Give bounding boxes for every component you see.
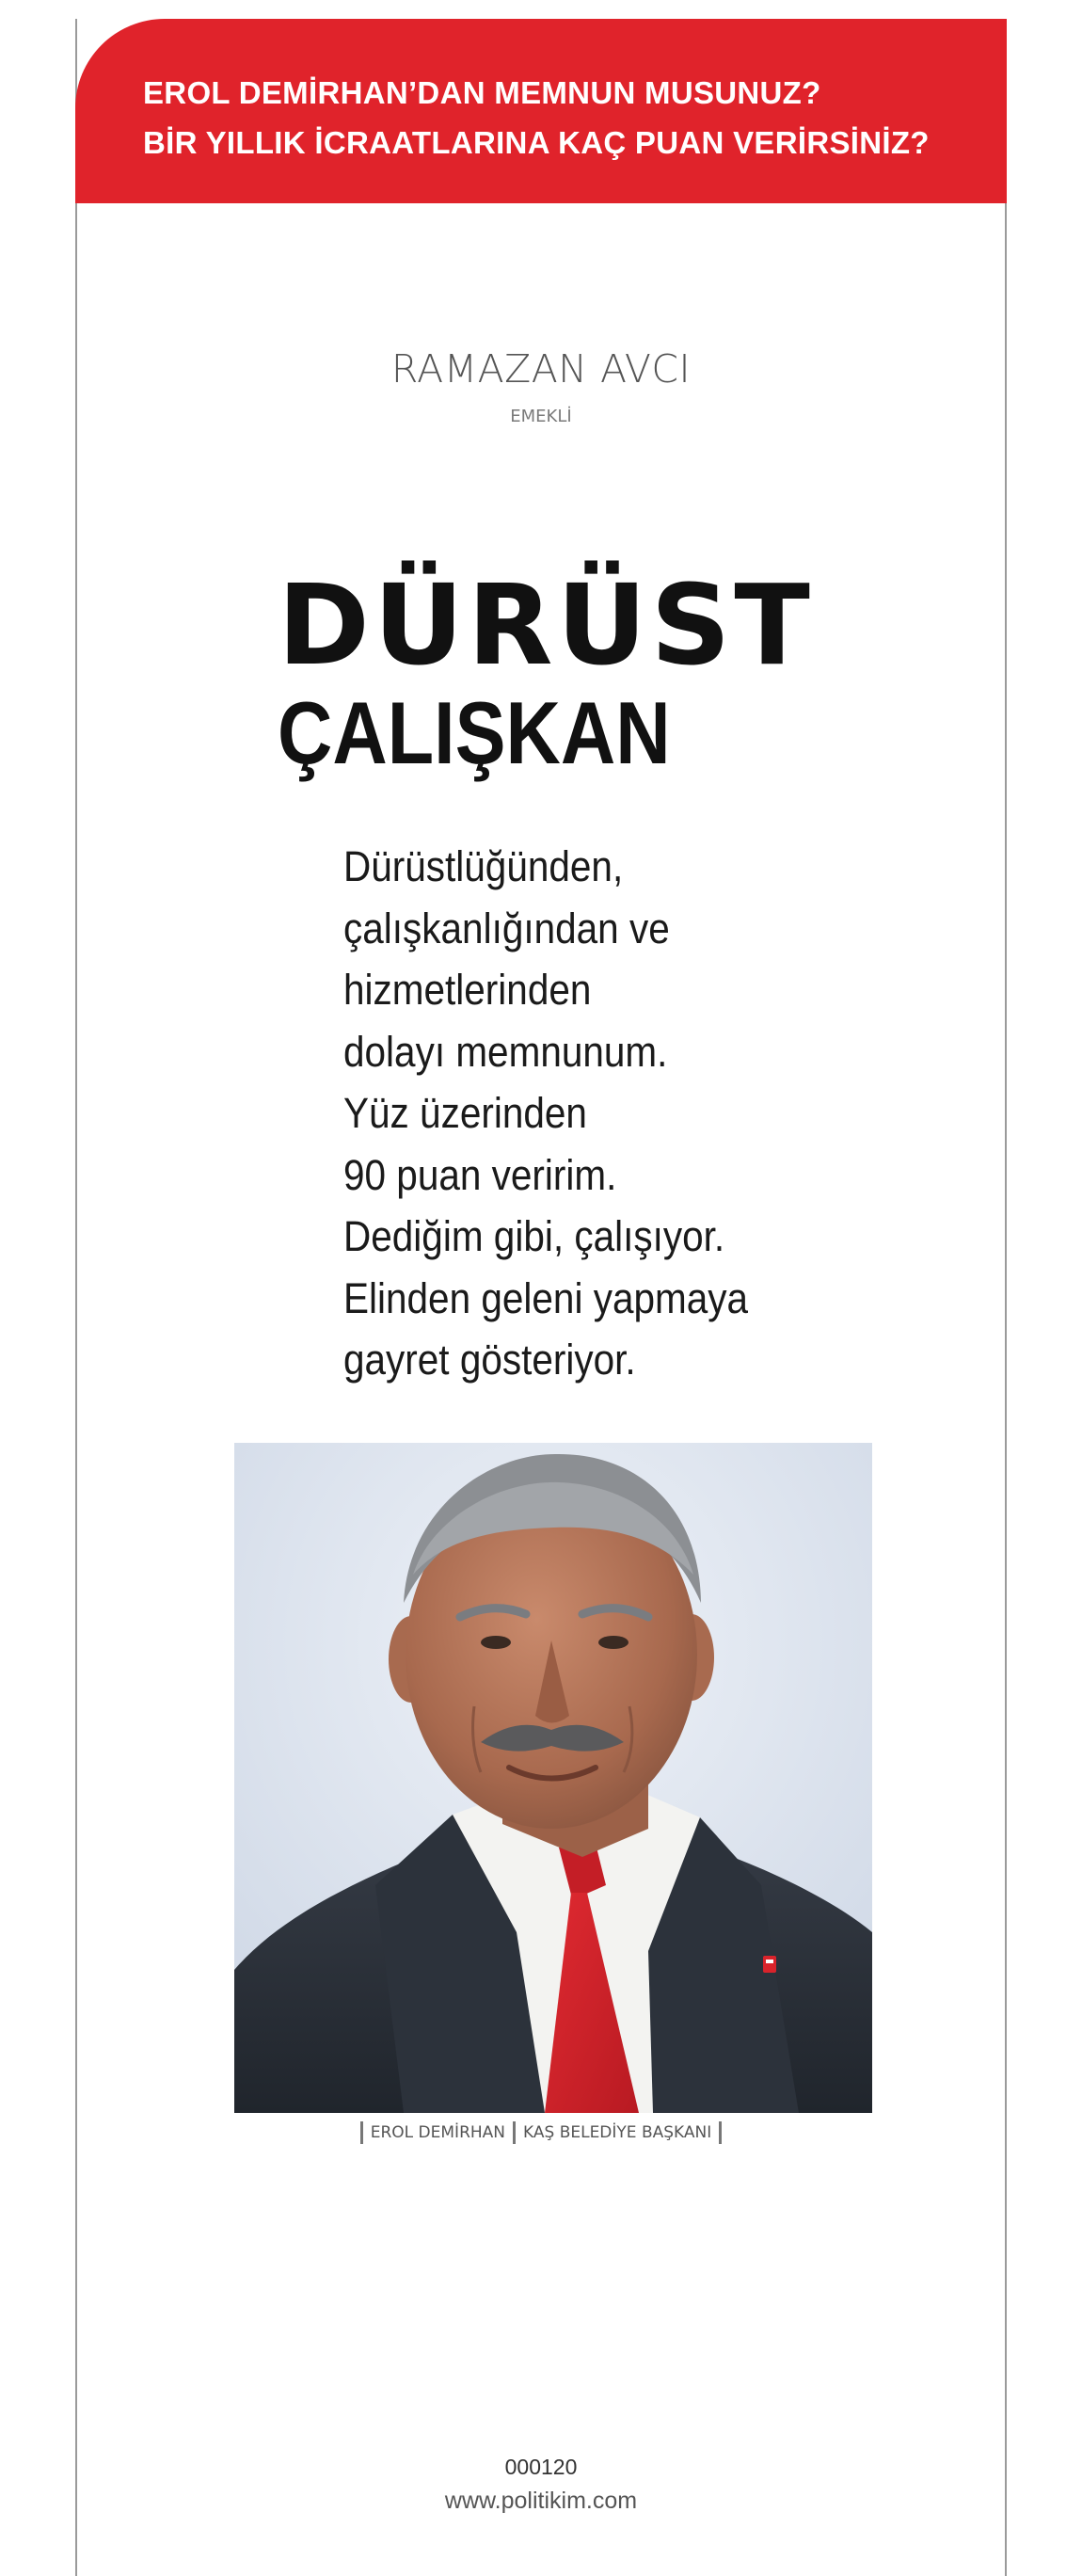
caption-name: EROL DEMİRHAN [370, 2123, 506, 2142]
quote-line: çalışkanlığından ve [343, 904, 670, 952]
quote-line: Dediğim gibi, çalışıyor. [343, 1212, 725, 1260]
quote-line: hizmetlerinden [343, 966, 592, 1014]
footer-url: www.politikim.com [444, 2488, 638, 2514]
mayor-portrait-icon [234, 1443, 872, 2113]
caption-divider [513, 2121, 516, 2144]
quote-line: dolayı memnunum. [343, 1027, 668, 1076]
respondent-name: RAMAZAN AVCI [390, 346, 692, 392]
footer-code: 000120 [504, 2455, 578, 2479]
quote-text [343, 836, 793, 1391]
quote-line: gayret gösteriyor. [343, 1336, 636, 1384]
respondent-occupation: EMEKLİ [510, 407, 572, 426]
caption-title: KAŞ BELEDİYE BAŞKANI [523, 2123, 712, 2142]
quote-line: Elinden geleni yapmaya [343, 1273, 749, 1322]
caption-divider [719, 2121, 722, 2144]
banner-question-1: EROL DEMİRHAN’DAN MEMNUN MUSUNUZ? [143, 75, 821, 110]
caption-divider [360, 2121, 363, 2144]
banner-question-2: BİR YILLIK İCRAATLARINA KAÇ PUAN VERİRSİNİZ? [143, 125, 930, 160]
quote-line: Dürüstlüğünden, [343, 842, 624, 890]
header-banner [75, 19, 1007, 203]
photo-caption [0, 2121, 1082, 2144]
quote-line: Yüz üzerinden [343, 1089, 587, 1137]
headline: DÜRÜST [278, 560, 814, 690]
subheadline: ÇALIŞKAN [278, 683, 671, 782]
quote-line: 90 puan veririm. [343, 1150, 617, 1199]
mayor-portrait-photo [234, 1443, 872, 2113]
